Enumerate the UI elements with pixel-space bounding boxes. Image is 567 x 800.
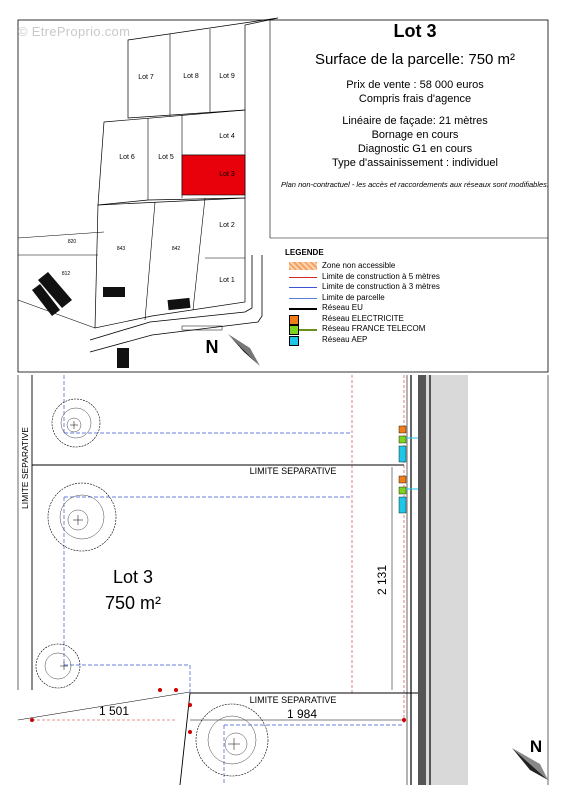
lot-parcel-outline	[128, 18, 278, 118]
survey-marker	[30, 718, 34, 722]
legend-symbol	[289, 325, 299, 335]
legend-label: Limite de parcelle	[322, 292, 385, 302]
lot-area: 750 m²	[104, 593, 162, 613]
info-diagnostic: Diagnostic G1 en cours	[357, 143, 473, 155]
legend	[285, 248, 555, 345]
legend-item	[285, 261, 555, 272]
limite-separative-bottom: LIMITE SEPARATIVE	[249, 695, 337, 705]
lot-4-label: Lot 4	[219, 133, 235, 140]
info-facade: Linéaire de façade: 21 mètres	[342, 115, 488, 127]
survey-marker	[402, 718, 406, 722]
parcel-820-label: 820	[67, 239, 77, 245]
dimension-vertical: 2 131	[375, 564, 389, 596]
info-title: Lot 3	[393, 21, 437, 41]
survey-marker	[158, 688, 162, 692]
lot-2-label: Lot 2	[219, 222, 235, 229]
legend-item	[285, 272, 555, 283]
telecom-connection	[399, 487, 406, 494]
lot-boundary-bottom	[180, 693, 190, 785]
survey-marker	[188, 730, 192, 734]
lot-9-label: Lot 9	[219, 73, 235, 80]
telecom-connection	[399, 436, 406, 443]
survey-marker	[188, 703, 192, 707]
info-surface: Surface de la parcelle: 750 m²	[314, 51, 516, 68]
legend-label: Réseau FRANCE TELECOM	[322, 324, 426, 333]
info-bornage: Bornage en cours	[371, 129, 459, 141]
aep-connection	[399, 446, 406, 462]
lot-boundary	[145, 202, 155, 320]
info-disclaimer: Plan non-contractuel - les accès et raccordements aux réseaux sont modifiables.	[280, 180, 550, 189]
lot-5-label: Lot 5	[158, 154, 174, 161]
legend-label: Zone non accessible	[322, 261, 396, 270]
limite-separative-top: LIMITE SEPARATIVE	[249, 466, 337, 476]
legend-symbol	[289, 298, 317, 299]
lot-1-label: Lot 1	[219, 277, 235, 284]
electricite-connection	[399, 426, 406, 433]
legend-label: Réseau ELECTRICITE	[322, 313, 404, 323]
legend-symbol	[289, 262, 317, 270]
legend-item	[285, 303, 555, 314]
watermark: © EtreProprio.com	[18, 24, 131, 39]
road-edge	[90, 255, 252, 340]
parcel-843-label: 843	[116, 246, 126, 252]
aep-connection	[399, 497, 406, 513]
electricite-connection	[399, 476, 406, 483]
dimension-bottom: 1 984	[286, 707, 318, 721]
legend-label: Réseau AEP	[322, 334, 368, 344]
lot-3-label: Lot 3	[219, 171, 235, 178]
lot-6-label: Lot 6	[119, 154, 135, 161]
tree-icon	[52, 399, 100, 447]
bottom-lot-plan	[18, 375, 548, 785]
legend-symbol	[289, 287, 317, 288]
neighbour-boundary	[18, 232, 104, 238]
lot-7-label: Lot 7	[138, 74, 154, 81]
legend-symbol	[289, 277, 317, 278]
north-label: N	[529, 737, 543, 756]
building	[168, 298, 191, 310]
north-label: N	[205, 337, 219, 357]
legend-symbol	[289, 308, 317, 310]
legend-item	[285, 335, 555, 346]
legend-symbol	[289, 315, 299, 325]
info-price: Prix de vente : 58 000 euros	[346, 79, 484, 91]
legend-label: Réseau EU	[322, 303, 363, 312]
limite-separative-left: LIMITE SEPARATIVE	[20, 427, 30, 509]
legend-item	[285, 324, 555, 335]
parcel-842-label: 842	[171, 246, 181, 252]
lot-boundary	[193, 198, 205, 310]
lot-label: Lot 3	[112, 567, 154, 587]
neighbour-boundary	[18, 300, 95, 328]
road-kerb	[418, 375, 426, 785]
tree-icon	[48, 483, 116, 551]
legend-title: LEGENDE	[285, 248, 324, 257]
lot-8-label: Lot 8	[183, 73, 199, 80]
info-assainissement: Type d'assainissement : individuel	[332, 157, 498, 169]
info-fees: Compris frais d'agence	[358, 93, 472, 105]
legend-item	[285, 293, 555, 304]
tree-icon	[36, 644, 80, 688]
dimension-left: 1 501	[98, 704, 130, 718]
tree-icon	[196, 704, 268, 776]
legend-item	[285, 282, 555, 293]
building	[103, 287, 125, 297]
legend-symbol	[289, 336, 299, 346]
legend-label: Limite de construction à 3 mètres	[322, 282, 440, 291]
lot-info-box	[270, 20, 560, 190]
survey-marker	[174, 688, 178, 692]
lot-3-highlight[interactable]	[182, 155, 245, 195]
legend-label: Limite de construction à 5 mètres	[322, 271, 440, 281]
parcel-812-label: 812	[61, 271, 71, 277]
network-symbol	[182, 326, 222, 330]
legend-item	[285, 314, 555, 325]
building	[117, 348, 129, 368]
